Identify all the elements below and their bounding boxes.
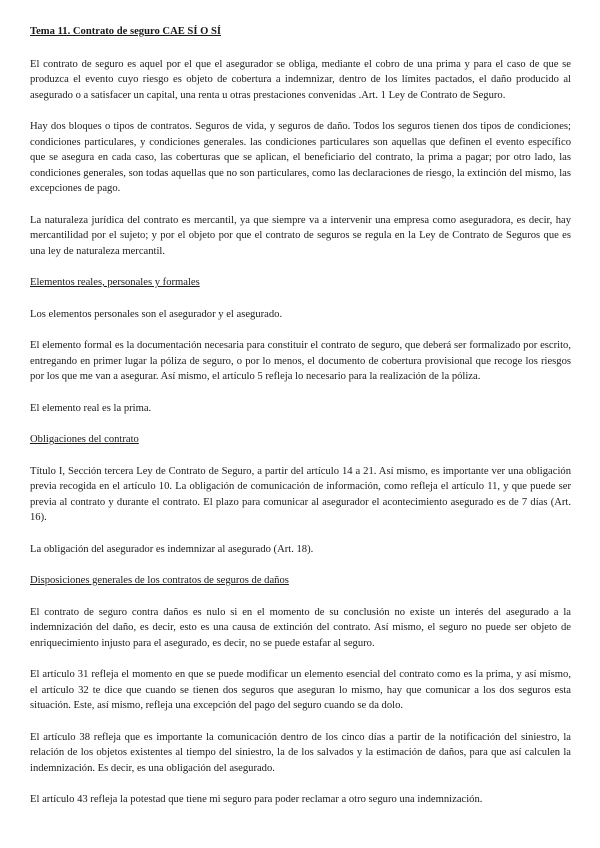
disposiciones-paragraph-2: El artículo 31 refleja el momento en que se puede modificar un elemento esencial del contrato como es la prima, y así mismo, el artículo 32 te dice que cuando se tienen dos seguros que aseguran lo mismo, hay que comunicar a los dos seguros esta situación. Este, así mismo, refleja una excepción del pago del seguro cuando se da dolo. xyxy=(30,669,571,711)
section-heading-elementos: Elementos reales, personales y formales xyxy=(30,277,200,288)
intro-paragraph-2: Hay dos bloques o tipos de contratos. Seguros de vida, y seguros de daño. Todos los seguros tienen dos tipos de condiciones; condiciones particulares, y condiciones generales. las condiciones particulares son aquellas que definen el evento específico que se asegura en cada caso, las coberturas que se aplican, el beneficiario del contrato, la prima a pagar; por otro lado, las condiciones generales, son todas aquellas que no son particulares, como las declaraciones de riesgo, la extinción del mismo, las excepciones de pago. xyxy=(30,121,571,194)
elementos-paragraph-1: Los elementos personales son el asegurador y el asegurado. xyxy=(30,308,283,320)
section-heading-obligaciones: Obligaciones del contrato xyxy=(30,434,139,445)
disposiciones-paragraph-3: El artículo 38 refleja que es importante la comunicación dentro de los cinco días a partir de la notificación del siniestro, la relación de los objetos existentes al tiempo del siniestro, la de los salvados y la estimación de daños, para que así calculen la indemnización. Es decir, es una obligación del asegurado. xyxy=(30,731,571,774)
document-title: Tema 11. Contrato de seguro CAE SÍ O SÍ xyxy=(30,26,222,37)
disposiciones-paragraph-1: El contrato de seguro contra daños es nulo si en el momento de su conclusión no existe un interés del asegurado a la indemnización del daño, es decir, esto es una causa de extinción del contrato. Así mismo, el seguro no puede ser objeto de enriquecimiento injusto para el asegurado, es decir, no se puede estafar al seguro. xyxy=(30,606,571,649)
disposiciones-paragraph-4: El artículo 43 refleja la potestad que tiene mi seguro para poder reclamar a otro seguro una indemnización. xyxy=(30,794,483,805)
elementos-paragraph-3: El elemento real es la prima. xyxy=(30,402,152,414)
document-page xyxy=(30,24,571,824)
intro-paragraph-3: La naturaleza jurídica del contrato es mercantil, ya que siempre va a intervenir una empresa como aseguradora, es decir, hay mercantilidad por el sujeto; y por el objeto por que el contrato de seguros se regula en la Ley de Contrato de Seguros que es una ley de naturaleza mercantil. xyxy=(30,214,571,257)
elementos-paragraph-2: El elemento formal es la documentación necesaria para constituir el contrato de seguro, que deberá ser formalizado por escrito, entregando en primer lugar la póliza de seguro, o por lo menos, el documento de cobertura provisional que recoge los riesgos por los que me van a asegurar. Así mismo, el artículo 5 refleja lo necesario para la realización de la póliza. xyxy=(30,340,571,382)
obligaciones-paragraph-1: Título I, Sección tercera Ley de Contrato de Seguro, a partir del artículo 14 a 21. Así mismo, es importante ver una obligación previa recogida en el artículo 10. La obligación de comunicación de información, como refleja el artículo 11, y que puede ser previa al contrato y durante el contrato. El plazo para comunicar al asegurador el acontecimiento asegurado es de 7 días (Art. 16). xyxy=(30,465,571,523)
intro-paragraph-1: El contrato de seguro es aquel por el que el asegurador se obliga, mediante el cobro de una prima y para el caso de que se produzca el evento cuyo riesgo es objeto de cobertura a indemnizar, dentro de los límites pactados, el daño producido al asegurado o a satisfacer un capital, una renta u otras prestaciones convenidas .Art. 1 Ley de Contrato de Seguro. xyxy=(30,58,571,101)
obligaciones-paragraph-2: La obligación del asegurador es indemnizar al asegurado (Art. 18). xyxy=(30,543,314,555)
section-heading-disposiciones: Disposiciones generales de los contratos de seguros de daños xyxy=(30,575,289,586)
